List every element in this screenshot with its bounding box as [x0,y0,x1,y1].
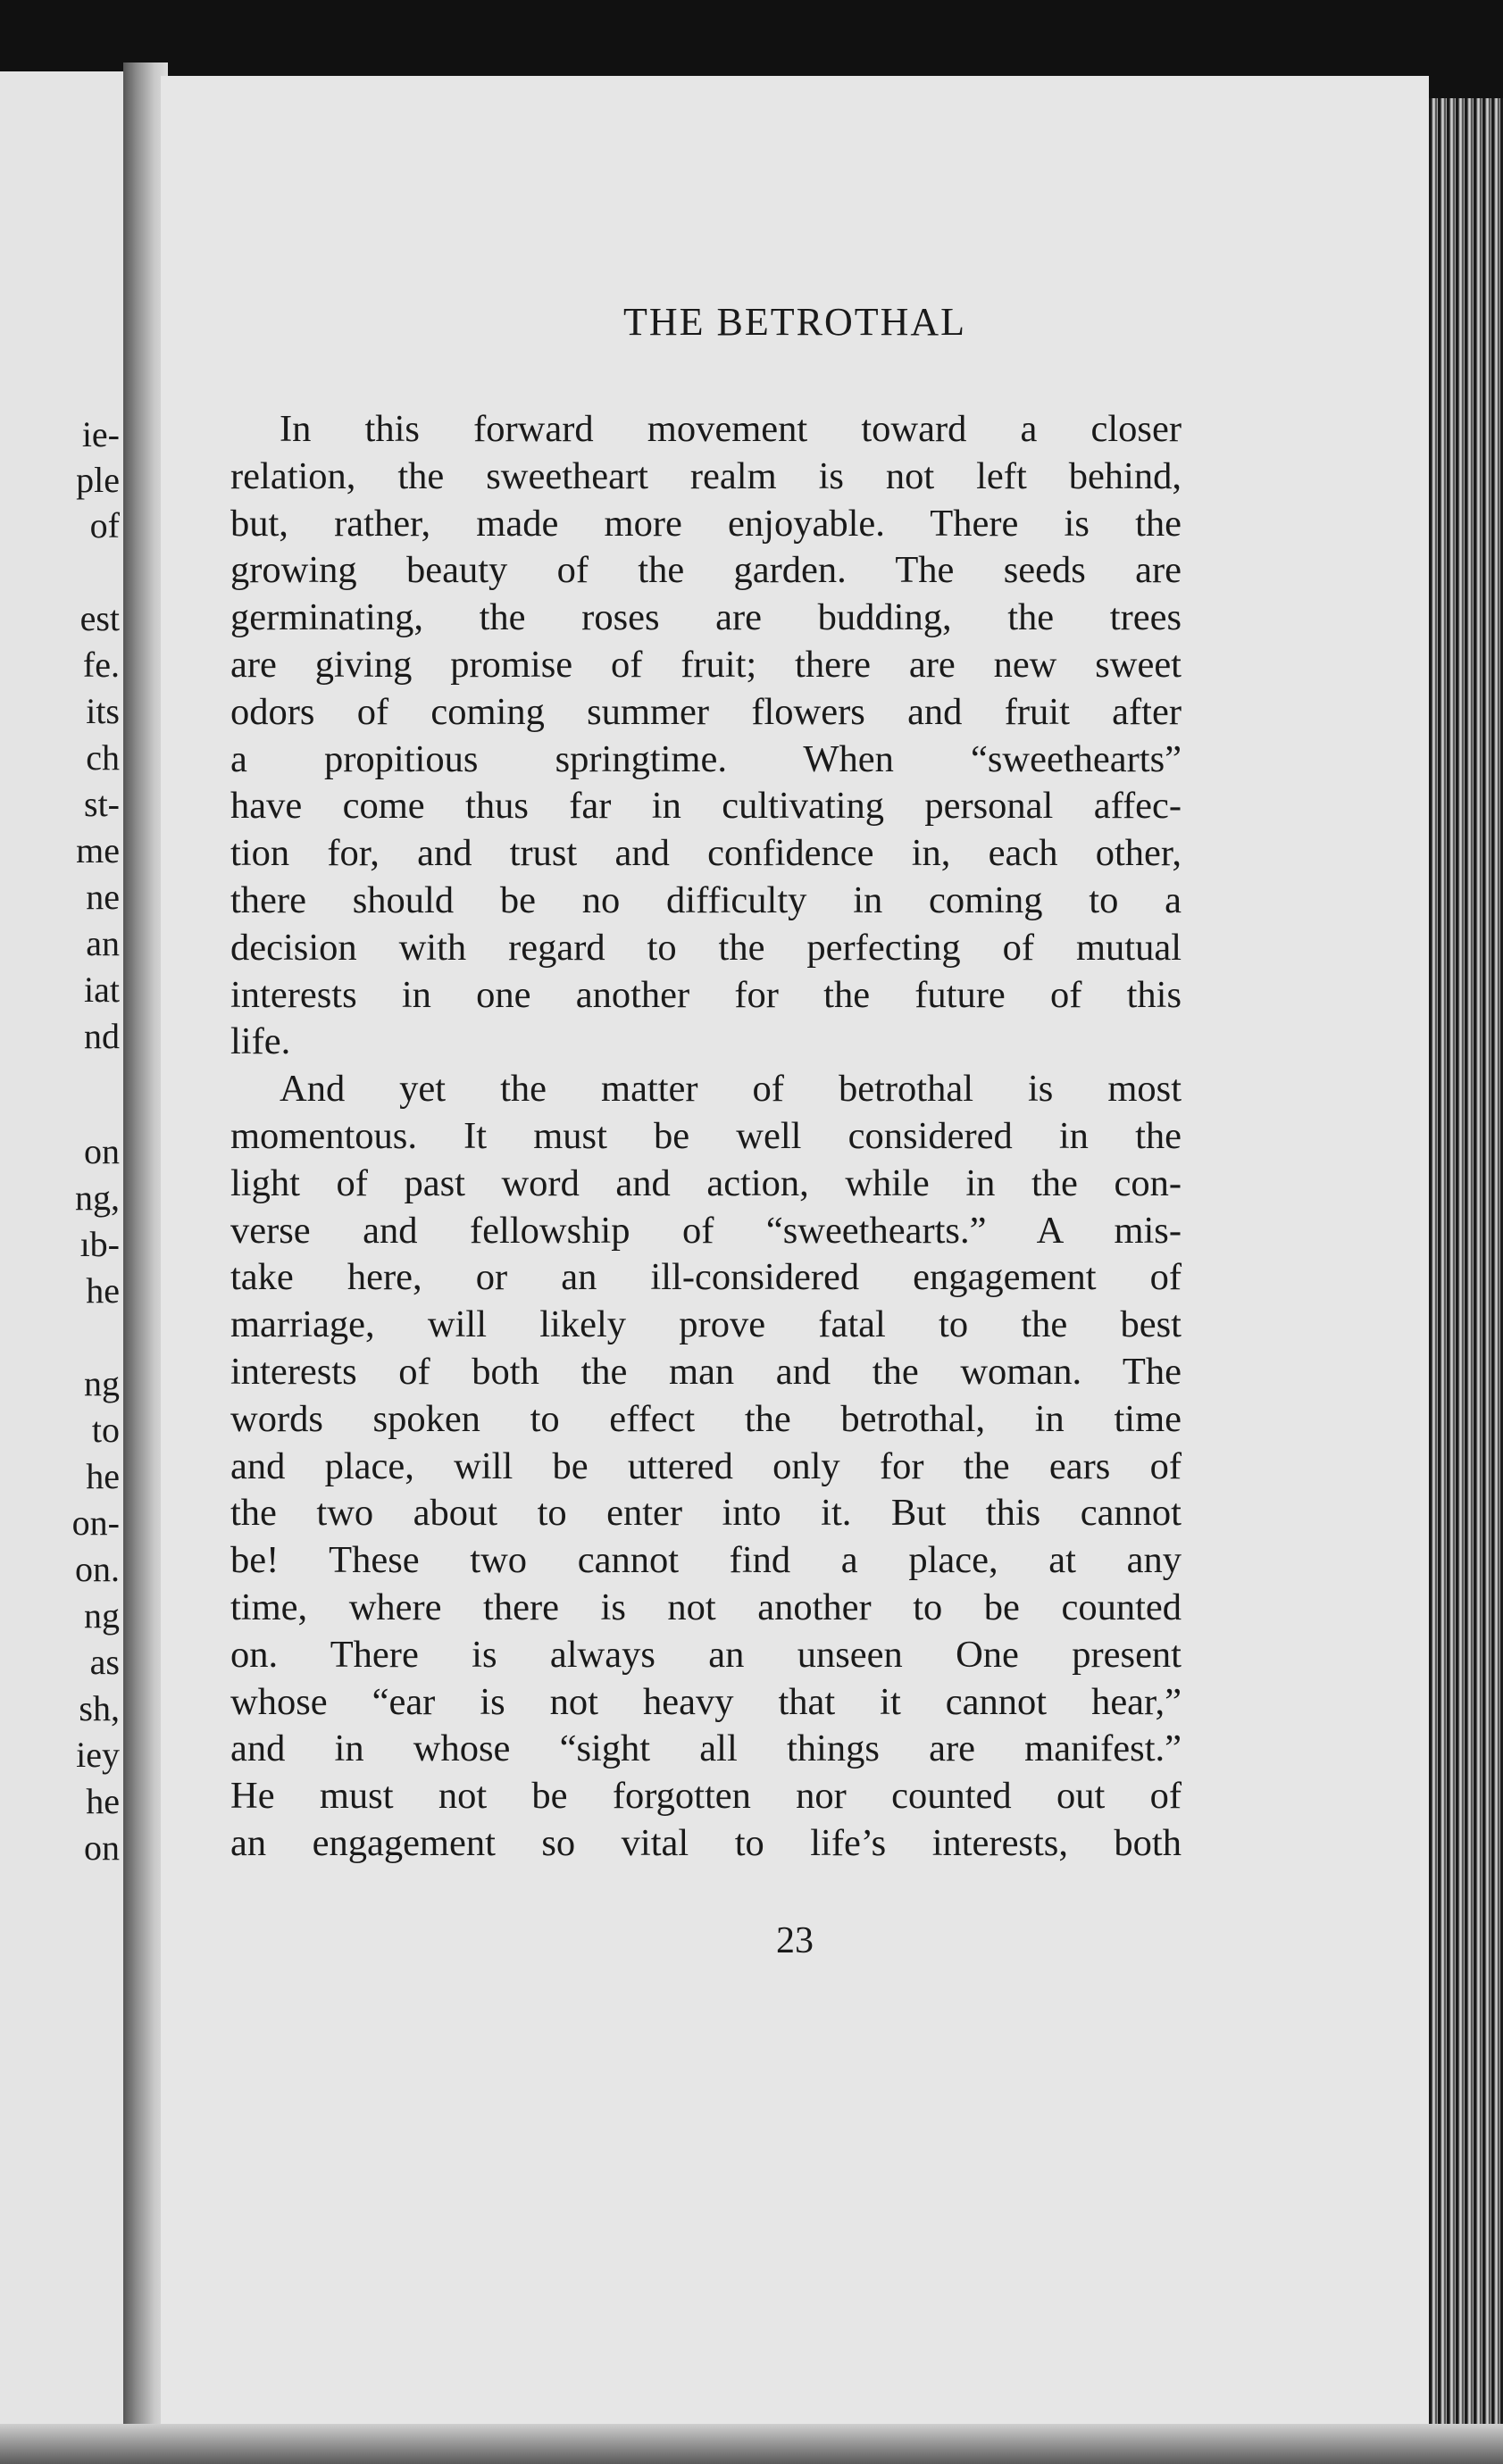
text-line: whose “ear is not heavy that it cannot hear,” [230,1680,1182,1723]
text-line: odors of coming summer flowers and fruit after [230,690,1182,733]
text-line: and place, will be uttered only for the ears of [230,1444,1182,1487]
text-line: relation, the sweetheart realm is not left behind, [230,454,1182,497]
facing-page-fragment: nd [84,1016,120,1056]
facing-page-left [0,71,125,2446]
text-line: interests in one another for the future of this [230,973,1182,1016]
page-edge-bottom [0,2424,1503,2464]
facing-page-fragment: of [89,505,120,545]
text-line: light of past word and action, while in the con- [230,1161,1182,1204]
text-line: time, where there is not another to be counted [230,1586,1182,1628]
facing-page-fragment: ıb- [79,1224,120,1264]
text-line: take here, or an ill-considered engagement of [230,1256,1182,1299]
text-line: an engagement so vital to life’s interests, both [230,1821,1182,1864]
text-line: but, rather, made more enjoyable. There is the [230,502,1182,545]
text-line: In this forward movement toward a closer [280,408,1182,450]
text-line: verse and fellowship of “sweethearts.” A mis- [230,1209,1182,1252]
facing-page-fragment: ie- [81,414,120,454]
text-line: be! These two cannot find a place, at any [230,1539,1182,1582]
facing-page-fragment: ng [84,1595,120,1636]
facing-page-fragment: he [86,1781,120,1821]
facing-page-fragment: ch [86,737,120,778]
text-line: and in whose “sight all things are manifest.” [230,1727,1182,1770]
facing-page-fragment: ne [86,877,120,917]
facing-page-fragment: he [86,1456,120,1496]
text-line: life. [230,1020,291,1063]
facing-page-fragment: ng, [75,1178,120,1218]
facing-page-fragment: iat [84,970,120,1010]
facing-page-fragment: as [89,1642,120,1682]
text-line: germinating, the roses are budding, the trees [230,596,1182,639]
text-line: on. There is always an unseen One present [230,1633,1182,1676]
facing-page-fragment: ng [84,1363,120,1403]
text-line: momentous. It must be well considered in the [230,1114,1182,1157]
facing-page-fragment: ple [76,460,120,500]
text-line: there should be no difficulty in coming to a [230,878,1182,921]
facing-page-fragment: st- [84,784,120,824]
facing-page-fragment: iey [76,1735,120,1775]
facing-page-fragment: its [86,691,120,731]
facing-page-fragment: on- [71,1503,120,1543]
text-line: words spoken to effect the betrothal, in time [230,1397,1182,1440]
text-line: are giving promise of fruit; there are new sweet [230,643,1182,686]
facing-page-fragment: on [84,1131,120,1171]
facing-page-fragment: he [86,1270,120,1311]
page-number: 23 [776,1920,814,1961]
facing-page-fragment: on. [75,1549,120,1589]
body-text [230,406,1182,1868]
text-line: He must not be forgotten nor counted out of [230,1775,1182,1818]
text-line: marriage, will likely prove fatal to the best [230,1303,1182,1346]
text-line: decision with regard to the perfecting of mutual [230,926,1182,969]
facing-page-fragment: on [84,1827,120,1868]
facing-page-fragment: est [79,598,120,638]
text-line: have come thus far in cultivating personal affec- [230,785,1182,828]
text-line: a propitious springtime. When “sweethearts” [230,737,1182,780]
facing-page-fragment: me [76,830,120,870]
facing-page-fragment: sh, [79,1688,120,1728]
text-line: interests of both the man and the woman. The [230,1350,1182,1393]
facing-page-fragment: fe. [82,645,120,685]
facing-page-fragment: to [91,1410,120,1450]
page-edge-right [1429,98,1503,2464]
text-line: And yet the matter of betrothal is most [280,1068,1182,1111]
text-line: growing beauty of the garden. The seeds are [230,549,1182,592]
facing-page-fragment: an [86,923,120,963]
text-line: the two about to enter into it. But this cannot [230,1492,1182,1535]
running-head: THE BETROTHAL [622,300,967,344]
text-line: tion for, and trust and confidence in, each other, [230,832,1182,875]
